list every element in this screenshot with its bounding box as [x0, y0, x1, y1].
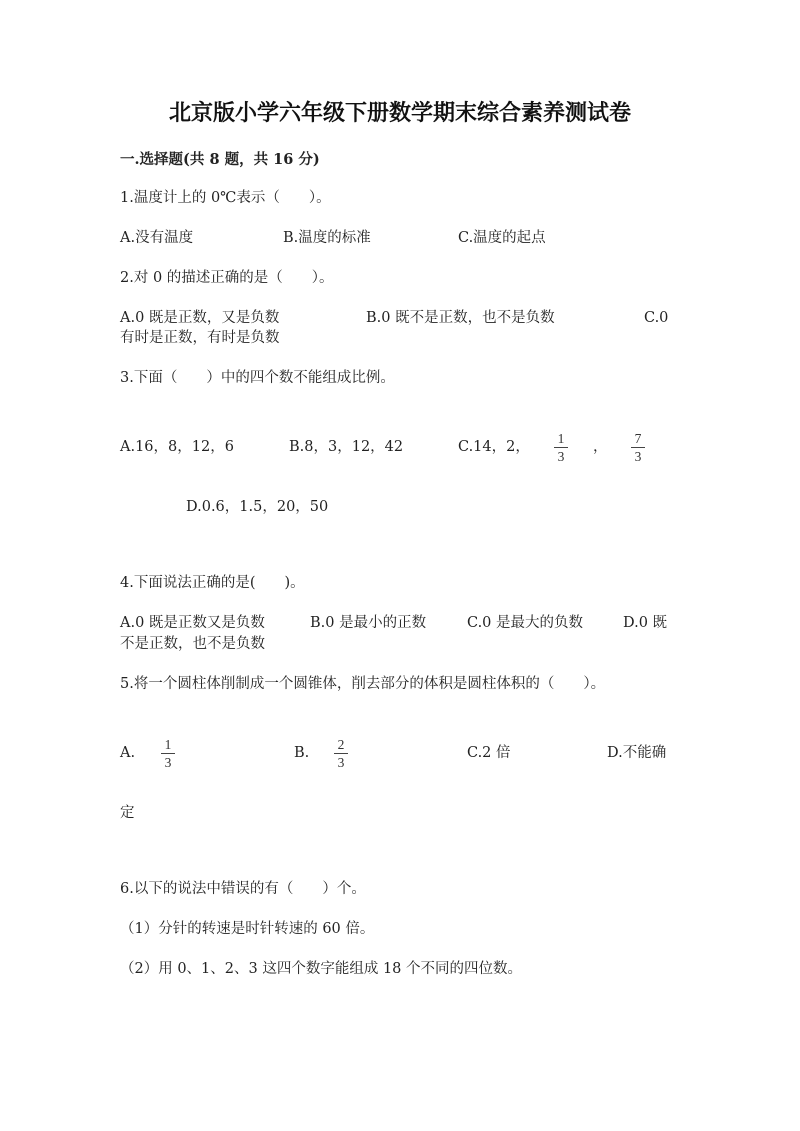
fraction-numerator: 1: [557, 431, 565, 446]
question-4-option-c: C.0 是最大的负数: [467, 615, 584, 631]
question-5-option-d: D.不能确: [607, 745, 667, 761]
question-4-option-a: A.0 既是正数又是负数: [120, 615, 265, 631]
question-3-fraction-1: [553, 431, 569, 464]
question-5-stem: 5.将一个圆柱体削制成一个圆锥体，削去部分的体积是圆柱体积的（ ）。: [120, 676, 606, 692]
question-2-stem: 2.对 0 的描述正确的是（ ）。: [120, 270, 334, 286]
question-3-option-c: C.14，2，: [458, 439, 530, 455]
question-4-option-d-continued: 不是正数，也不是负数: [120, 636, 265, 652]
question-2-option-c: C.0: [644, 310, 669, 326]
fraction-bar: [334, 753, 348, 754]
question-1-option-a: A.没有温度: [120, 230, 194, 246]
page-title: 北京版小学六年级下册数学期末综合素养测试卷: [168, 100, 631, 126]
question-3-option-a: A.16，8，12，6: [120, 439, 234, 455]
question-4-stem: 4.下面说法正确的是( )。: [120, 575, 305, 591]
question-3-option-d: D.0.6，1.5，20，50: [186, 499, 329, 515]
fraction-bar: [554, 447, 568, 448]
fraction-numerator: 1: [164, 737, 172, 752]
question-2-option-c-continued: 有时是正数，有时是负数: [120, 330, 280, 346]
question-1-stem: 1.温度计上的 0℃表示（ ）。: [120, 190, 331, 206]
question-2-option-a: A.0 既是正数，又是负数: [120, 310, 280, 326]
fraction-denominator: 3: [337, 755, 345, 770]
question-6-statement-2: （2）用 0、1、2、3 这四个数字能组成 18 个不同的四位数。: [120, 961, 523, 977]
question-3-stem: 3.下面（ ）中的四个数不能组成比例。: [120, 370, 395, 386]
fraction-denominator: 3: [634, 449, 642, 464]
question-5-option-a-fraction: [160, 737, 176, 770]
fraction-denominator: 3: [557, 449, 565, 464]
question-3-option-b: B.8，3，12，42: [289, 439, 404, 455]
question-3-separator: ，: [593, 439, 608, 455]
fraction-numerator: 7: [634, 431, 642, 446]
fraction-bar: [631, 447, 645, 448]
fraction-numerator: 2: [337, 737, 345, 752]
question-6-stem: 6.以下的说法中错误的有（ ）个。: [120, 881, 366, 897]
question-4-option-d: D.0 既: [623, 615, 668, 631]
question-5-option-c: C.2 倍: [467, 745, 511, 761]
fraction-denominator: 3: [164, 755, 172, 770]
question-2-option-b: B.0 既不是正数，也不是负数: [366, 310, 555, 326]
question-4-option-b: B.0 是最小的正数: [310, 615, 427, 631]
question-1-option-b: B.温度的标准: [283, 230, 371, 246]
question-1-option-c: C.温度的起点: [458, 230, 546, 246]
question-5-option-b: B.: [294, 745, 310, 761]
question-3-fraction-2: [630, 431, 646, 464]
question-5-option-b-fraction: [333, 737, 349, 770]
question-5-option-d-continued: 定: [120, 805, 135, 821]
fraction-bar: [161, 753, 175, 754]
section-heading: 一.选择题(共 8 题，共 16 分): [120, 151, 320, 168]
question-6-statement-1: （1）分针的转速是时针转速的 60 倍。: [120, 921, 375, 937]
question-5-option-a: A.: [120, 745, 136, 761]
